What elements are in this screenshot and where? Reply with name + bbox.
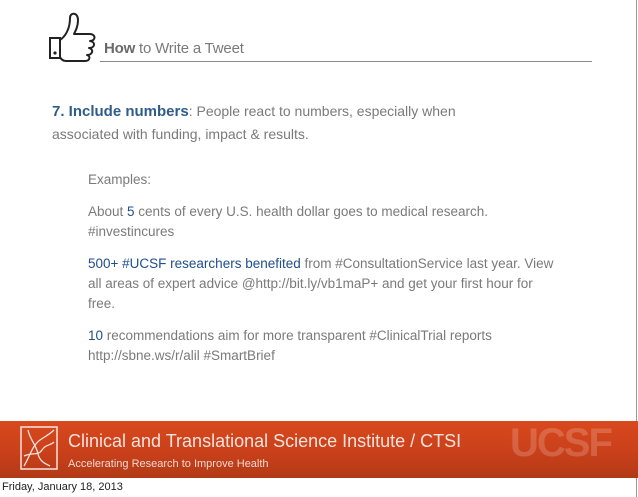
thumbs-up-icon [40, 8, 100, 66]
examples-list [88, 170, 558, 378]
footer-title: Clinical and Translational Science Institute / CTSI [68, 431, 462, 451]
example-item [88, 254, 558, 314]
example-number: 5 [127, 204, 135, 219]
ucsf-logo: UCSF [510, 421, 611, 465]
example-item [88, 326, 558, 366]
header-divider [100, 61, 592, 62]
page-title [104, 40, 244, 57]
example-text: recommendations aim for more transparent #ClinicalTrial reports http://sbne.ws/r/alil #SmartBrief [88, 328, 492, 363]
footer-subtitle: Accelerating Research to Improve Health [68, 458, 269, 470]
title-rest: to Write a Tweet [139, 40, 244, 57]
example-number: 10 [88, 328, 104, 343]
examples-label: Examples: [88, 172, 152, 187]
example-text: cents of every U.S. health dollar goes to medical research. #investincures [88, 204, 488, 239]
section-heading [52, 100, 522, 145]
example-text: About [88, 204, 128, 219]
title-bold: How [104, 40, 136, 57]
section-description: : People react to numbers, especially when associated with funding, impact & results. [52, 103, 456, 142]
example-item [88, 202, 558, 242]
example-text: from #ConsultationService last year. View all areas of expert advice @http://bit.ly/vb1maP+ and get your first hour for free. [88, 256, 554, 311]
section-keyword: 7. Include numbers [52, 103, 189, 120]
ctsi-logo-icon [20, 426, 58, 470]
example-number: 500+ #UCSF researchers benefited [88, 256, 301, 271]
slide-date: Friday, January 18, 2013 [2, 481, 123, 493]
